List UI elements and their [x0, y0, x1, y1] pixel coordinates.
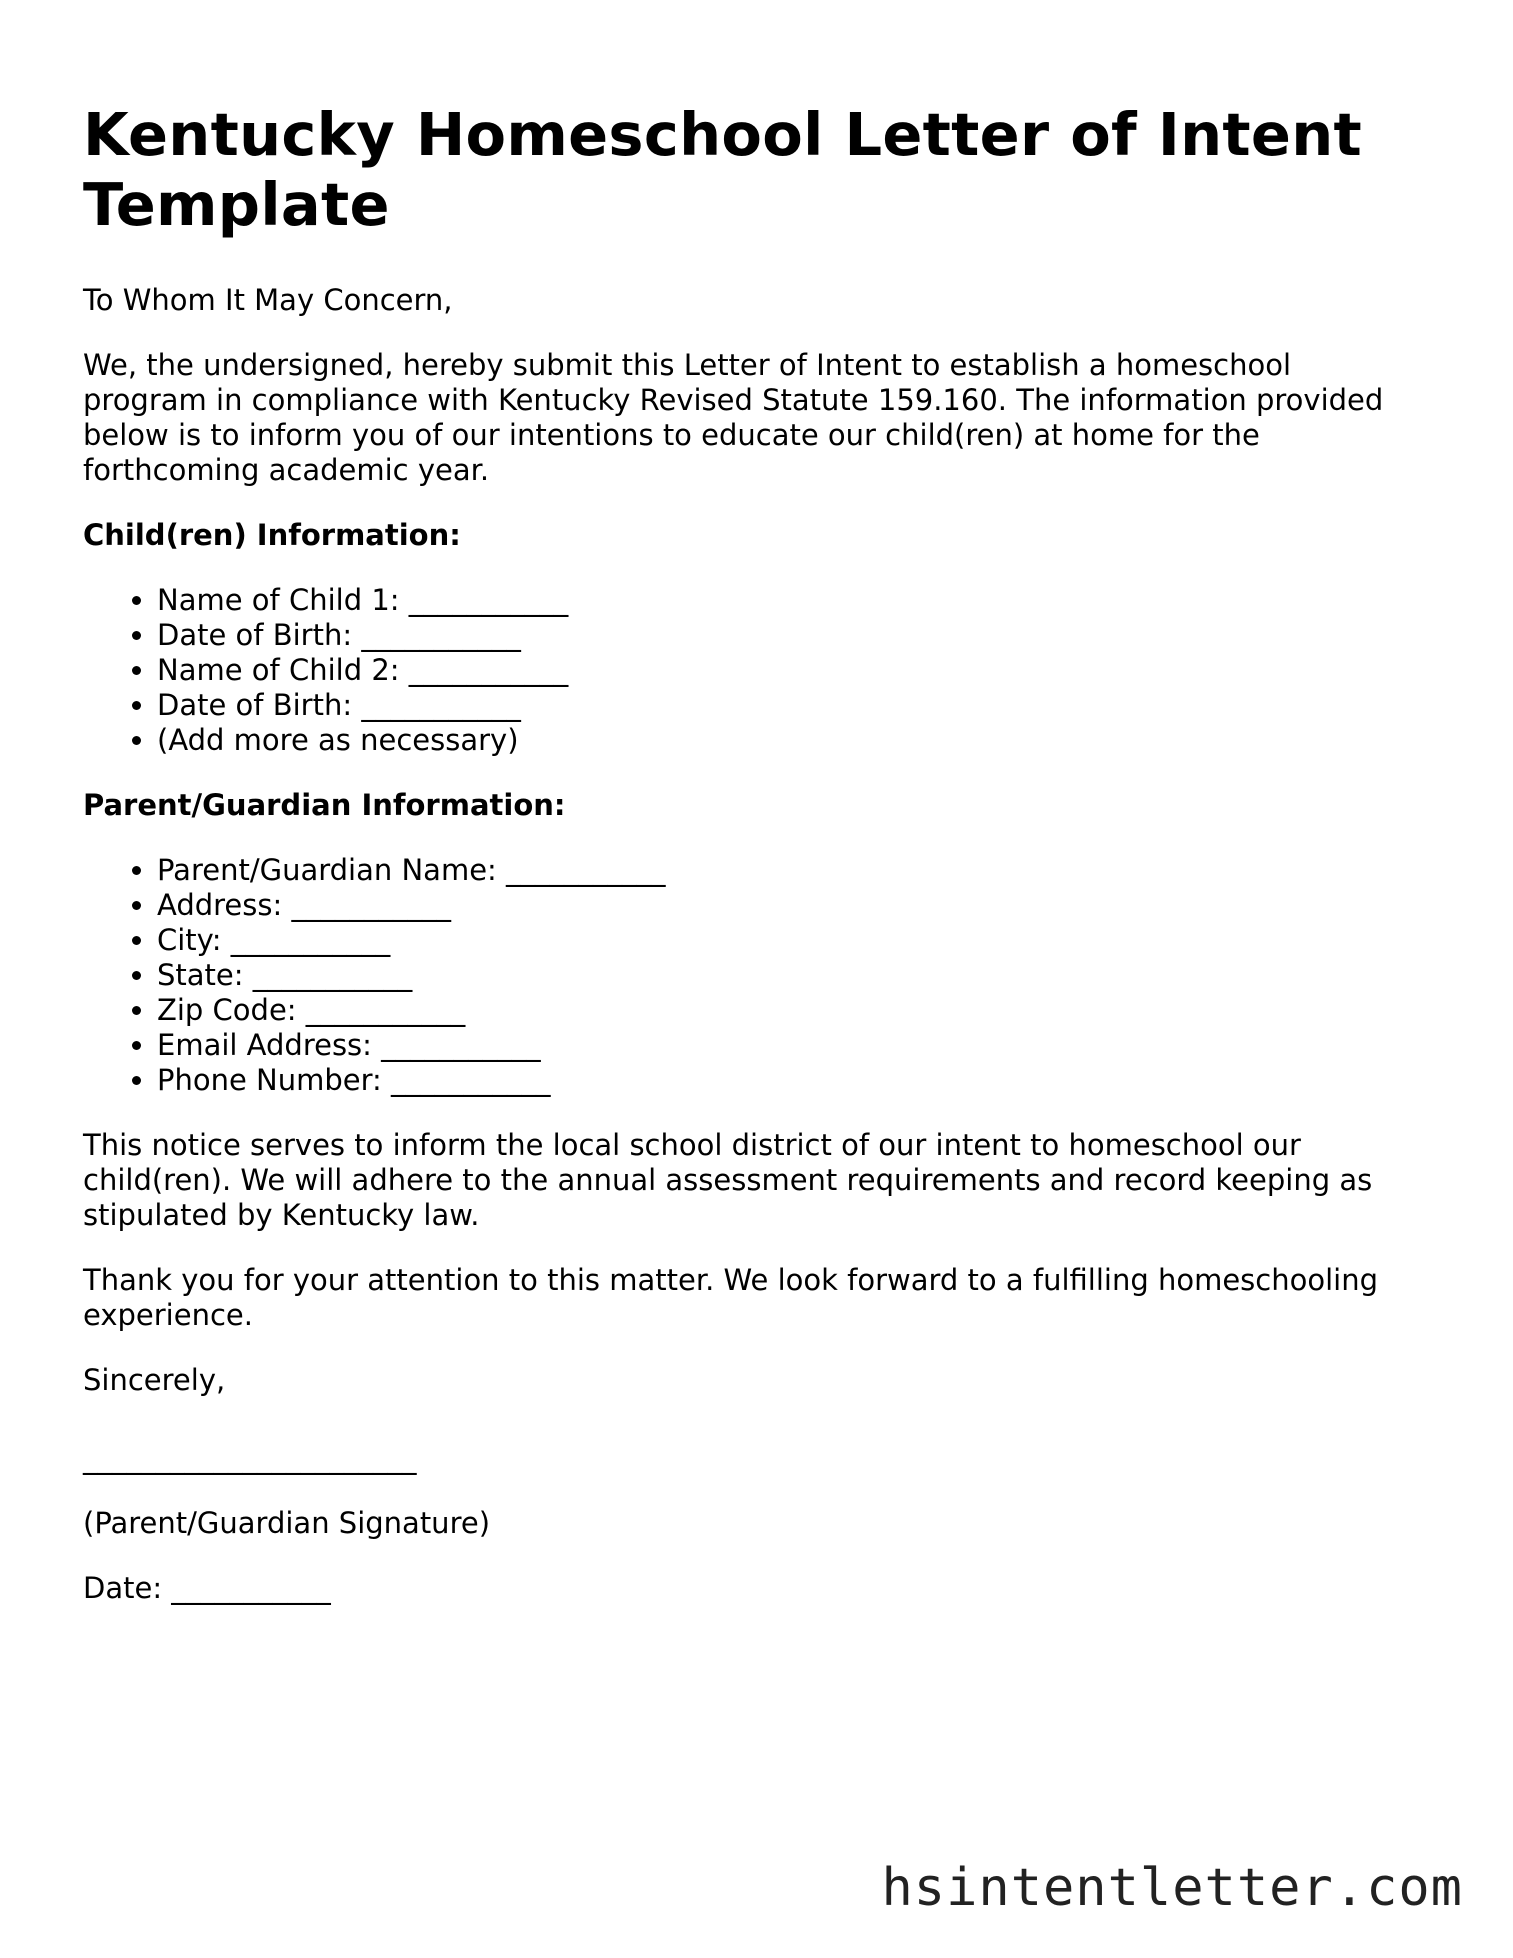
list-item: • Date of Birth: ___________ [157, 618, 1423, 653]
list-item: • Address: ___________ [157, 888, 1423, 923]
notice-paragraph: This notice serves to inform the local school district of our intent to homeschool our child(ren). We will adhere to the annual assessment requirements and record keeping as stipulated by Kentucky law. [83, 1128, 1373, 1232]
signature-caption: (Parent/Guardian Signature) [83, 1506, 491, 1540]
list-item: • Parent/Guardian Name: ___________ [157, 853, 1423, 888]
list-item: • Phone Number: ___________ [157, 1063, 1423, 1098]
closing: Sincerely, [83, 1363, 226, 1397]
letter-page [83, 100, 1423, 1606]
list-item: • Name of Child 2: ___________ [157, 653, 1423, 688]
signature-line: _______________________ [83, 1441, 417, 1475]
parent-info-list [83, 853, 1423, 1098]
list-item: • Date of Birth: ___________ [157, 688, 1423, 723]
document-title: Kentucky Homeschool Letter of Intent Template [83, 100, 1363, 239]
salutation: To Whom It May Concern, [83, 283, 453, 317]
parent-section-heading: Parent/Guardian Information: [83, 788, 566, 822]
list-item: • State: ___________ [157, 958, 1423, 993]
list-item: • Zip Code: ___________ [157, 993, 1423, 1028]
children-info-list [83, 583, 1423, 758]
children-section-heading: Child(ren) Information: [83, 518, 461, 552]
list-item: • (Add more as necessary) [157, 723, 1423, 758]
list-item: • Email Address: ___________ [157, 1028, 1423, 1063]
intro-paragraph: We, the undersigned, hereby submit this Letter of Intent to establish a homeschool program in compliance with Kentucky Revised Statute 159.160. The information provided below is to inform you of our intentions to educate our child(ren) at home for the forthcoming academic year. [83, 348, 1384, 487]
list-item: • Name of Child 1: ___________ [157, 583, 1423, 618]
site-watermark: hsintentletter.com [881, 1858, 1463, 1918]
list-item: • City: ___________ [157, 923, 1423, 958]
thanks-paragraph: Thank you for your attention to this matter. We look forward to a fulfilling homeschooling experience. [83, 1263, 1378, 1332]
date-line: Date: ___________ [83, 1571, 331, 1605]
